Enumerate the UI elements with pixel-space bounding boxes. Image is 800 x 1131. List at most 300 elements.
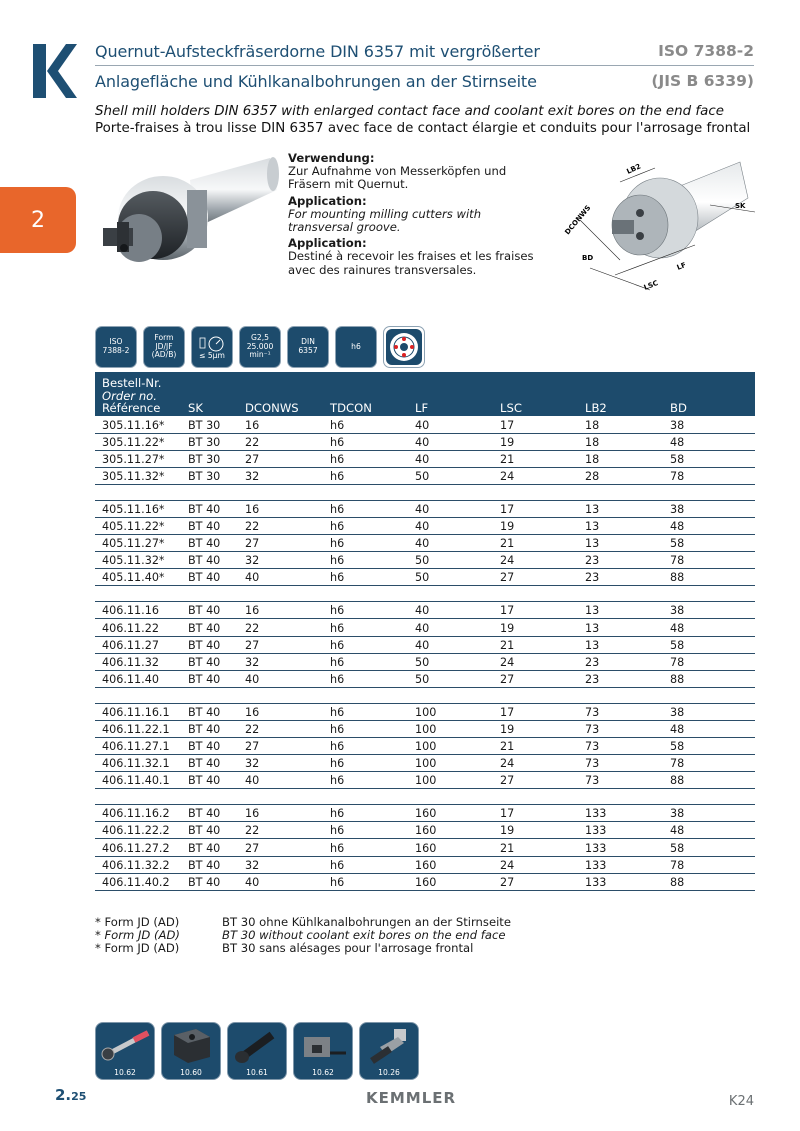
- product-image: [95, 150, 283, 290]
- cell-dconws: 27: [238, 535, 323, 552]
- cell-lb2: 23: [578, 569, 663, 586]
- cell-bd: 48: [663, 822, 755, 839]
- cell-sk: BT 40: [181, 856, 238, 873]
- cell-tdcon: h6: [323, 416, 408, 433]
- table-row[interactable]: [95, 873, 755, 890]
- cell-sk: BT 30: [181, 450, 238, 467]
- cell-lf: 160: [408, 856, 493, 873]
- cell-lsc: 17: [493, 602, 578, 619]
- cell-bd: 88: [663, 772, 755, 789]
- cell-lb2: 133: [578, 822, 663, 839]
- cell-sk: BT 40: [181, 552, 238, 569]
- cell-dconws: 27: [238, 839, 323, 856]
- spacer-cell: [181, 586, 238, 602]
- cell-order-no: 406.11.27: [95, 636, 181, 653]
- cell-lsc: 19: [493, 720, 578, 737]
- cell-dconws: 22: [238, 619, 323, 636]
- footnotes: [95, 916, 511, 955]
- cell-lf: 100: [408, 738, 493, 755]
- cell-tdcon: h6: [323, 873, 408, 890]
- spacer-cell: [578, 586, 663, 602]
- cell-bd: 48: [663, 619, 755, 636]
- spacer-cell: [323, 789, 408, 805]
- spacer-cell: [408, 484, 493, 500]
- cell-lf: 160: [408, 805, 493, 822]
- cell-dconws: 27: [238, 738, 323, 755]
- cell-lb2: 73: [578, 755, 663, 772]
- accessories: [95, 1022, 419, 1080]
- subtitle-fr: Porte-fraises à trou lisse DIN 6357 avec face de contact élargie et conduits pour l'arrosage frontal: [95, 121, 751, 136]
- cell-lb2: 13: [578, 517, 663, 534]
- cell-order-no: 405.11.32*: [95, 552, 181, 569]
- header-order-no: Bestell-Nr. Order no. Référence: [95, 372, 181, 416]
- accessory-clamping-screw[interactable]: 10.61: [227, 1022, 287, 1080]
- usage-de-text: Zur Aufnahme von Messerköpfen und Fräsern mit Quernut.: [288, 164, 507, 192]
- cell-bd: 48: [663, 433, 755, 450]
- din-icon: DIN 6357: [287, 326, 329, 368]
- label-lsc: LSC: [642, 278, 660, 292]
- label-dconws: DCONWS: [563, 203, 593, 237]
- cell-order-no: 305.11.22*: [95, 433, 181, 450]
- cell-bd: 78: [663, 755, 755, 772]
- usage-fr-text: Destiné à recevoir les fraises et les fraises avec des rainures transversales.: [288, 249, 534, 277]
- header-divider: [95, 65, 754, 66]
- cell-lf: 100: [408, 720, 493, 737]
- spacer-cell: [578, 789, 663, 805]
- cell-order-no: 406.11.16: [95, 602, 181, 619]
- header-lb2: LB2: [578, 372, 663, 416]
- cell-lb2: 133: [578, 805, 663, 822]
- spacer-cell: [95, 484, 181, 500]
- cell-lb2: 13: [578, 619, 663, 636]
- cell-lsc: 21: [493, 535, 578, 552]
- usage-fr-heading: Application:: [288, 236, 367, 251]
- cell-tdcon: h6: [323, 738, 408, 755]
- cell-lsc: 24: [493, 653, 578, 670]
- cell-order-no: 406.11.22: [95, 619, 181, 636]
- iso-icon: ISO 7388-2: [95, 326, 137, 368]
- cross-key-icon: [294, 1023, 353, 1069]
- cell-lsc: 27: [493, 670, 578, 687]
- header-bd: BD: [663, 372, 755, 416]
- cell-order-no: 405.11.22*: [95, 517, 181, 534]
- cell-lb2: 23: [578, 653, 663, 670]
- cell-sk: BT 40: [181, 822, 238, 839]
- spacer-cell: [408, 789, 493, 805]
- cell-tdcon: h6: [323, 805, 408, 822]
- usage-en-heading: Application:: [288, 193, 367, 208]
- spacer-cell: [238, 586, 323, 602]
- coolant-target-icon: [385, 328, 423, 366]
- cell-order-no: 305.11.16*: [95, 416, 181, 433]
- spacer-cell: [663, 586, 755, 602]
- cell-order-no: 406.11.40.2: [95, 873, 181, 890]
- cell-tdcon: h6: [323, 839, 408, 856]
- cell-sk: BT 40: [181, 500, 238, 517]
- cell-tdcon: h6: [323, 433, 408, 450]
- page-title-line2: Anlagefläche und Kühlkanalbohrungen an der Stirnseite: [95, 72, 537, 91]
- cell-dconws: 16: [238, 500, 323, 517]
- cell-sk: BT 40: [181, 703, 238, 720]
- cell-bd: 78: [663, 552, 755, 569]
- cell-bd: 58: [663, 636, 755, 653]
- cell-sk: BT 30: [181, 416, 238, 433]
- cell-order-no: 406.11.16.2: [95, 805, 181, 822]
- table-row[interactable]: [95, 839, 755, 856]
- table-group-spacer: [95, 789, 755, 805]
- accessory-pull-stud[interactable]: 10.26: [359, 1022, 419, 1080]
- spacer-cell: [578, 484, 663, 500]
- spacer-cell: [181, 687, 238, 703]
- cell-lb2: 73: [578, 772, 663, 789]
- cell-tdcon: h6: [323, 602, 408, 619]
- spacer-cell: [323, 687, 408, 703]
- spacer-cell: [493, 586, 578, 602]
- cell-tdcon: h6: [323, 720, 408, 737]
- cell-dconws: 22: [238, 720, 323, 737]
- cell-bd: 78: [663, 856, 755, 873]
- accessory-hook-wrench[interactable]: 10.62: [95, 1022, 155, 1080]
- footnote-de: * Form JD (AD) BT 30 ohne Kühlkanalbohrungen an der Stirnseite: [95, 915, 511, 929]
- cell-lb2: 18: [578, 433, 663, 450]
- cell-lsc: 24: [493, 856, 578, 873]
- cell-bd: 38: [663, 805, 755, 822]
- spacer-cell: [493, 687, 578, 703]
- table-row[interactable]: [95, 856, 755, 873]
- pull-stud-icon: [360, 1023, 419, 1069]
- table-header-row: [95, 372, 755, 416]
- cell-lsc: 17: [493, 416, 578, 433]
- cell-dconws: 32: [238, 467, 323, 484]
- cell-lsc: 17: [493, 805, 578, 822]
- mounting-block-icon: [162, 1023, 221, 1069]
- cell-lf: 50: [408, 653, 493, 670]
- subtitle-en: Shell mill holders DIN 6357 with enlarged contact face and coolant exit bores on the end face: [95, 104, 724, 119]
- technical-drawing: [560, 150, 760, 300]
- cell-lb2: 73: [578, 703, 663, 720]
- cell-sk: BT 40: [181, 839, 238, 856]
- kemmler-logo: [33, 44, 77, 98]
- spacer-cell: [238, 484, 323, 500]
- cell-tdcon: h6: [323, 636, 408, 653]
- table-row[interactable]: [95, 755, 755, 772]
- table-row[interactable]: [95, 738, 755, 755]
- cell-tdcon: h6: [323, 822, 408, 839]
- cell-bd: 38: [663, 602, 755, 619]
- tolerance-icon: h6: [335, 326, 377, 368]
- accessory-mounting-block[interactable]: 10.60: [161, 1022, 221, 1080]
- cell-sk: BT 40: [181, 805, 238, 822]
- cell-order-no: 305.11.32*: [95, 467, 181, 484]
- cell-lf: 40: [408, 517, 493, 534]
- table-row[interactable]: [95, 670, 755, 687]
- page-number: 2.25: [55, 1086, 87, 1104]
- table-row[interactable]: [95, 822, 755, 839]
- chapter-tab[interactable]: 2: [0, 187, 76, 253]
- cell-sk: BT 30: [181, 433, 238, 450]
- cell-lsc: 27: [493, 772, 578, 789]
- cell-lf: 50: [408, 670, 493, 687]
- usage-text: [288, 152, 548, 277]
- table-body: [95, 416, 755, 890]
- cell-lf: 50: [408, 467, 493, 484]
- table-row[interactable]: [95, 416, 755, 433]
- cell-sk: BT 40: [181, 670, 238, 687]
- cell-lf: 160: [408, 839, 493, 856]
- label-lf: LF: [675, 260, 688, 272]
- cell-order-no: 406.11.27.2: [95, 839, 181, 856]
- label-lb2: LB2: [625, 162, 643, 176]
- cell-tdcon: h6: [323, 500, 408, 517]
- cell-bd: 78: [663, 653, 755, 670]
- spacer-cell: [493, 789, 578, 805]
- cell-lsc: 19: [493, 433, 578, 450]
- spacer-cell: [663, 484, 755, 500]
- cell-lsc: 19: [493, 822, 578, 839]
- cell-sk: BT 40: [181, 602, 238, 619]
- runout-icon: ≤ 5µm: [191, 326, 233, 368]
- spacer-cell: [408, 687, 493, 703]
- header-sk: SK: [181, 372, 238, 416]
- cell-lf: 100: [408, 703, 493, 720]
- cell-order-no: 406.11.32.1: [95, 755, 181, 772]
- spacer-cell: [238, 789, 323, 805]
- cell-bd: 48: [663, 720, 755, 737]
- page-title-line1: Quernut-Aufsteckfräserdorne DIN 6357 mit vergrößerter: [95, 42, 540, 61]
- cell-dconws: 27: [238, 636, 323, 653]
- cell-lsc: 24: [493, 755, 578, 772]
- cell-sk: BT 40: [181, 772, 238, 789]
- table-row[interactable]: [95, 552, 755, 569]
- cell-lsc: 27: [493, 569, 578, 586]
- table-row[interactable]: [95, 720, 755, 737]
- cell-lsc: 21: [493, 738, 578, 755]
- cell-tdcon: h6: [323, 569, 408, 586]
- spacer-cell: [181, 484, 238, 500]
- table-row[interactable]: [95, 602, 755, 619]
- cell-tdcon: h6: [323, 619, 408, 636]
- cell-dconws: 32: [238, 856, 323, 873]
- cell-order-no: 406.11.40.1: [95, 772, 181, 789]
- cell-bd: 58: [663, 738, 755, 755]
- cell-tdcon: h6: [323, 670, 408, 687]
- cell-sk: BT 30: [181, 467, 238, 484]
- standard-label: ISO 7388-2: [658, 42, 754, 60]
- cell-bd: 38: [663, 703, 755, 720]
- cell-lsc: 21: [493, 450, 578, 467]
- cell-lb2: 13: [578, 535, 663, 552]
- spacer-cell: [408, 586, 493, 602]
- table-row[interactable]: [95, 653, 755, 670]
- cell-order-no: 406.11.40: [95, 670, 181, 687]
- cell-lsc: 27: [493, 873, 578, 890]
- table-row[interactable]: [95, 636, 755, 653]
- cell-tdcon: h6: [323, 535, 408, 552]
- cell-lf: 100: [408, 755, 493, 772]
- cell-bd: 88: [663, 873, 755, 890]
- cell-lsc: 17: [493, 703, 578, 720]
- cell-bd: 58: [663, 450, 755, 467]
- header-dconws: DCONWS: [238, 372, 323, 416]
- spacer-cell: [323, 484, 408, 500]
- cell-lsc: 19: [493, 517, 578, 534]
- cell-tdcon: h6: [323, 772, 408, 789]
- spacer-cell: [663, 789, 755, 805]
- cell-dconws: 40: [238, 772, 323, 789]
- cell-tdcon: h6: [323, 755, 408, 772]
- table-row[interactable]: [95, 450, 755, 467]
- table-row[interactable]: [95, 535, 755, 552]
- cell-sk: BT 40: [181, 636, 238, 653]
- cell-dconws: 32: [238, 755, 323, 772]
- cell-lb2: 73: [578, 738, 663, 755]
- cell-dconws: 22: [238, 822, 323, 839]
- clamping-screw-icon: [228, 1023, 287, 1069]
- footnote-en: * Form JD (AD) BT 30 without coolant exit bores on the end face: [95, 928, 506, 942]
- cell-order-no: 406.11.32: [95, 653, 181, 670]
- cell-sk: BT 40: [181, 517, 238, 534]
- cell-dconws: 40: [238, 873, 323, 890]
- cell-sk: BT 40: [181, 653, 238, 670]
- cell-tdcon: h6: [323, 552, 408, 569]
- cell-order-no: 406.11.22.1: [95, 720, 181, 737]
- table-group-spacer: [95, 687, 755, 703]
- table-row[interactable]: [95, 517, 755, 534]
- product-table: [95, 372, 755, 891]
- spacer-cell: [238, 687, 323, 703]
- cell-sk: BT 40: [181, 873, 238, 890]
- cell-lf: 40: [408, 500, 493, 517]
- cell-lb2: 133: [578, 873, 663, 890]
- cell-bd: 88: [663, 670, 755, 687]
- table-row[interactable]: [95, 772, 755, 789]
- cell-lf: 50: [408, 552, 493, 569]
- cell-bd: 88: [663, 569, 755, 586]
- cell-order-no: 406.11.16.1: [95, 703, 181, 720]
- header-lsc: LSC: [493, 372, 578, 416]
- cell-lb2: 73: [578, 720, 663, 737]
- cell-tdcon: h6: [323, 653, 408, 670]
- cell-lb2: 13: [578, 602, 663, 619]
- table-row[interactable]: [95, 433, 755, 450]
- feature-icons: [95, 326, 425, 368]
- cell-dconws: 22: [238, 517, 323, 534]
- cell-lsc: 24: [493, 552, 578, 569]
- cell-lb2: 133: [578, 839, 663, 856]
- cell-lb2: 133: [578, 856, 663, 873]
- spacer-cell: [95, 586, 181, 602]
- cell-order-no: 305.11.27*: [95, 450, 181, 467]
- cell-lf: 40: [408, 535, 493, 552]
- cell-lf: 40: [408, 602, 493, 619]
- cell-dconws: 16: [238, 602, 323, 619]
- cell-order-no: 405.11.27*: [95, 535, 181, 552]
- accessory-cross-key[interactable]: 10.62: [293, 1022, 353, 1080]
- balance-icon: G2,5 25.000 min⁻¹: [239, 326, 281, 368]
- spacer-cell: [95, 687, 181, 703]
- cell-sk: BT 40: [181, 569, 238, 586]
- cell-order-no: 406.11.27.1: [95, 738, 181, 755]
- hook-wrench-icon: [96, 1023, 155, 1069]
- header-lf: LF: [408, 372, 493, 416]
- cell-sk: BT 40: [181, 619, 238, 636]
- cell-lb2: 18: [578, 450, 663, 467]
- table-row[interactable]: [95, 467, 755, 484]
- cell-tdcon: h6: [323, 703, 408, 720]
- spacer-cell: [578, 687, 663, 703]
- brand-name: KEMMLER: [366, 1089, 457, 1107]
- standard-alt-label: (JIS B 6339): [651, 72, 754, 90]
- form-icon: Form JD/JF (AD/B): [143, 326, 185, 368]
- cell-bd: 58: [663, 535, 755, 552]
- table-row[interactable]: [95, 805, 755, 822]
- spacer-cell: [323, 586, 408, 602]
- cell-order-no: 406.11.32.2: [95, 856, 181, 873]
- cell-lf: 50: [408, 569, 493, 586]
- cell-sk: BT 40: [181, 720, 238, 737]
- cell-bd: 38: [663, 416, 755, 433]
- cell-lsc: 21: [493, 636, 578, 653]
- cell-lf: 100: [408, 772, 493, 789]
- gauge-icon: [197, 334, 227, 352]
- cell-order-no: 405.11.16*: [95, 500, 181, 517]
- cell-lb2: 13: [578, 636, 663, 653]
- cell-dconws: 22: [238, 433, 323, 450]
- cell-lf: 160: [408, 822, 493, 839]
- footnote-fr: * Form JD (AD) BT 30 sans alésages pour l'arrosage frontal: [95, 941, 474, 955]
- table-row[interactable]: [95, 500, 755, 517]
- cell-dconws: 16: [238, 805, 323, 822]
- table-group-spacer: [95, 586, 755, 602]
- cell-lsc: 24: [493, 467, 578, 484]
- table-row[interactable]: [95, 703, 755, 720]
- table-group-spacer: [95, 484, 755, 500]
- cell-bd: 48: [663, 517, 755, 534]
- cell-lb2: 23: [578, 670, 663, 687]
- coolant-icon: [383, 326, 425, 368]
- cell-dconws: 16: [238, 703, 323, 720]
- page-code: K24: [728, 1094, 754, 1109]
- cell-dconws: 16: [238, 416, 323, 433]
- cell-tdcon: h6: [323, 517, 408, 534]
- cell-lb2: 28: [578, 467, 663, 484]
- cell-dconws: 27: [238, 450, 323, 467]
- table-row[interactable]: [95, 619, 755, 636]
- cell-dconws: 40: [238, 569, 323, 586]
- cell-tdcon: h6: [323, 856, 408, 873]
- usage-en-text: For mounting milling cutters with transversal groove.: [288, 206, 482, 235]
- cell-lb2: 23: [578, 552, 663, 569]
- spacer-cell: [663, 687, 755, 703]
- cell-lf: 40: [408, 433, 493, 450]
- cell-lsc: 17: [493, 500, 578, 517]
- cell-lf: 40: [408, 619, 493, 636]
- spacer-cell: [493, 484, 578, 500]
- label-bd: BD: [582, 254, 594, 262]
- spacer-cell: [181, 789, 238, 805]
- usage-de-heading: Verwendung:: [288, 151, 375, 165]
- cell-dconws: 40: [238, 670, 323, 687]
- label-sk: SK: [735, 202, 746, 210]
- header-tdcon: TDCON: [323, 372, 408, 416]
- cell-bd: 38: [663, 500, 755, 517]
- table-row[interactable]: [95, 569, 755, 586]
- cell-lb2: 13: [578, 500, 663, 517]
- cell-bd: 58: [663, 839, 755, 856]
- cell-lf: 40: [408, 636, 493, 653]
- cell-order-no: 405.11.40*: [95, 569, 181, 586]
- spacer-cell: [95, 789, 181, 805]
